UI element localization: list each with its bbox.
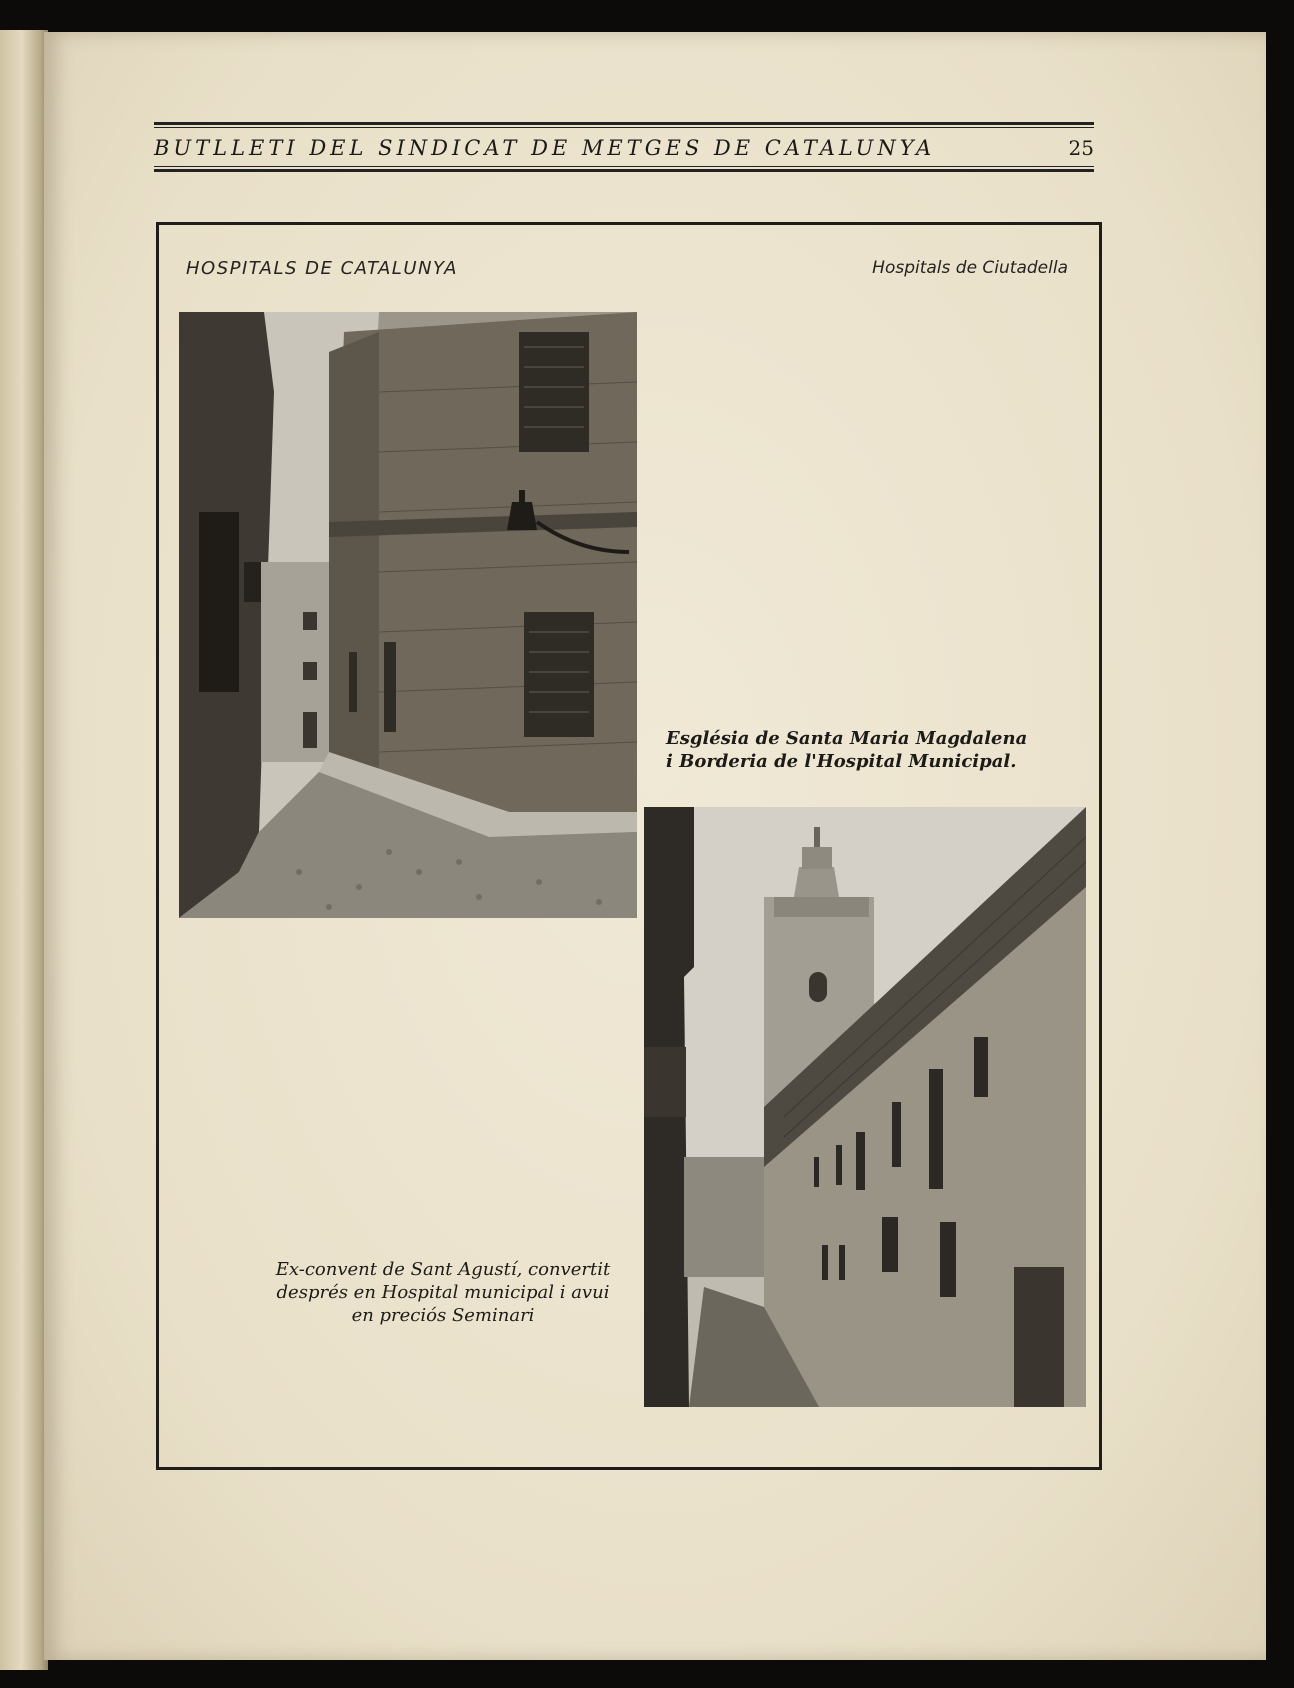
header-rule-top-thin [154,127,1094,128]
convent-caption-line-2: després en Hospital municipal i avui [276,1282,610,1303]
journal-title: BUTLLETI DEL SINDICAT DE METGES DE CATALUNYA [154,136,936,160]
street-corner-photo [179,312,637,918]
church-caption [666,727,1027,773]
church-street-photo [644,807,1086,1407]
church-caption-line-1: Església de Santa Maria Magdalena [666,728,1028,749]
subsection-title: Hospitals de Ciutadella [872,258,1068,278]
convent-caption-line-1: Ex-convent de Sant Agustí, convertit [275,1259,611,1280]
header-rule-top [154,122,1094,125]
header-rule-bottom [154,169,1094,172]
convent-caption-line-3: en preciós Seminari [351,1305,535,1326]
header-rule-bottom-thin [154,166,1094,167]
left-page-edge [0,30,48,1670]
church-caption-line-2: i Borderia de l'Hospital Municipal. [666,751,1017,772]
convent-caption [262,1258,624,1327]
section-title: HOSPITALS DE CATALUNYA [186,258,458,279]
page-number: 25 [1068,136,1094,160]
running-head [154,133,1094,163]
